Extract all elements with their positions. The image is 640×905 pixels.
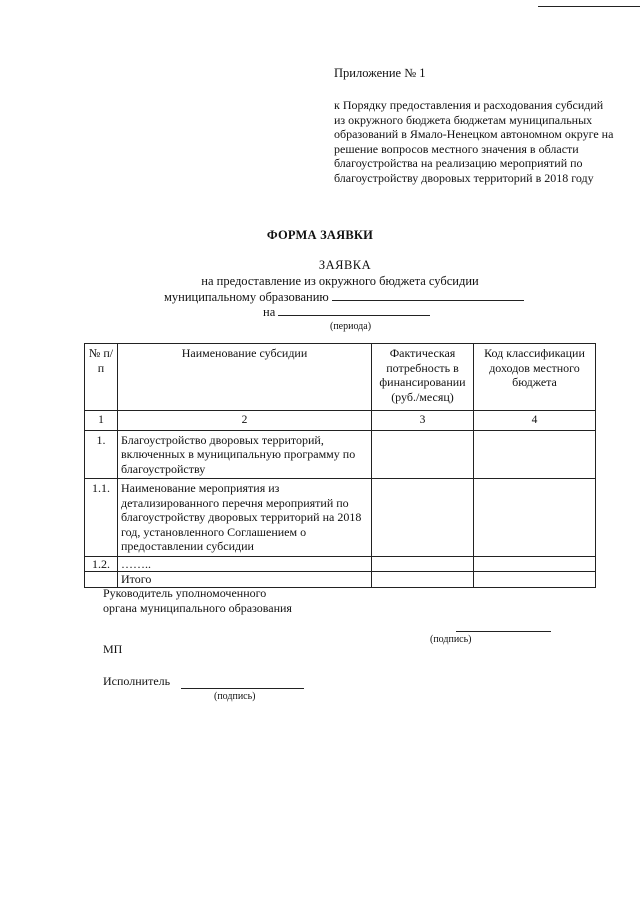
row-need[interactable] — [372, 572, 474, 588]
head-of-authority-label: Руководитель уполномоченного органа муниципального образования — [103, 586, 292, 615]
row-num: 1. — [85, 430, 118, 479]
head-signature-line[interactable] — [456, 631, 551, 632]
row-code[interactable] — [474, 479, 596, 557]
row-name: Наименование мероприятия из детализированного перечня мероприятий по благоустройству дворовых территорий на 2018 год, установленного Соглашением о предоставлении субсидии — [118, 479, 372, 557]
municipality-blank[interactable] — [332, 289, 524, 301]
period-label: на — [263, 305, 276, 319]
form-title: ФОРМА ЗАЯВКИ — [266, 228, 374, 242]
row-num: 1.2. — [85, 556, 118, 572]
table-row — [85, 556, 596, 572]
row-name: …….. — [118, 556, 372, 572]
row-code[interactable] — [474, 430, 596, 479]
executor-label: Исполнитель — [103, 674, 171, 688]
row-num — [85, 572, 118, 588]
table-row — [85, 430, 596, 479]
column-number-row — [85, 411, 596, 431]
application-line-period — [263, 304, 430, 320]
top-rule — [538, 6, 640, 7]
period-blank[interactable] — [278, 304, 430, 316]
executor-signature-line[interactable] — [181, 688, 304, 689]
row-num: 1.1. — [85, 479, 118, 557]
column-number: 2 — [118, 411, 372, 431]
table-header-row — [85, 344, 596, 411]
column-number: 1 — [85, 411, 118, 431]
column-number: 3 — [372, 411, 474, 431]
header-need: Фактическая потребность в финансировании (руб./месяц) — [372, 344, 474, 411]
row-need[interactable] — [372, 479, 474, 557]
annex-title: Приложение № 1 — [334, 66, 426, 80]
application-line-subsidy: на предоставление из окружного бюджета субсидии — [201, 274, 479, 288]
row-name: Благоустройство дворовых территорий, включенных в муниципальную программу по благоустройству — [118, 430, 372, 479]
subsidy-table — [84, 343, 596, 588]
row-name: Итого — [118, 572, 372, 588]
application-line-municipality — [164, 289, 524, 305]
municipality-label: муниципальному образованию — [164, 290, 329, 304]
annex-description: к Порядку предоставления и расходования субсидий из окружного бюджета бюджетам муниципальных образований в Ямало-Ненецком автономном округе на решение вопросов местного значения в области благоустройства на реализацию мероприятий по благоустройству дворовых территорий в 2018 году — [334, 98, 614, 185]
application-title: ЗАЯВКА — [318, 258, 372, 272]
executor-signature-note: (подпись) — [214, 691, 256, 702]
row-need[interactable] — [372, 430, 474, 479]
header-name: Наименование субсидии — [118, 344, 372, 411]
column-number: 4 — [474, 411, 596, 431]
row-need[interactable] — [372, 556, 474, 572]
header-code: Код классификации доходов местного бюджета — [474, 344, 596, 411]
row-code[interactable] — [474, 572, 596, 588]
table-row — [85, 479, 596, 557]
row-code[interactable] — [474, 556, 596, 572]
table-row-total — [85, 572, 596, 588]
header-num: № п/п — [85, 344, 118, 411]
stamp-label: МП — [103, 642, 123, 656]
period-note: (периода) — [330, 321, 372, 332]
head-signature-note: (подпись) — [430, 634, 472, 645]
